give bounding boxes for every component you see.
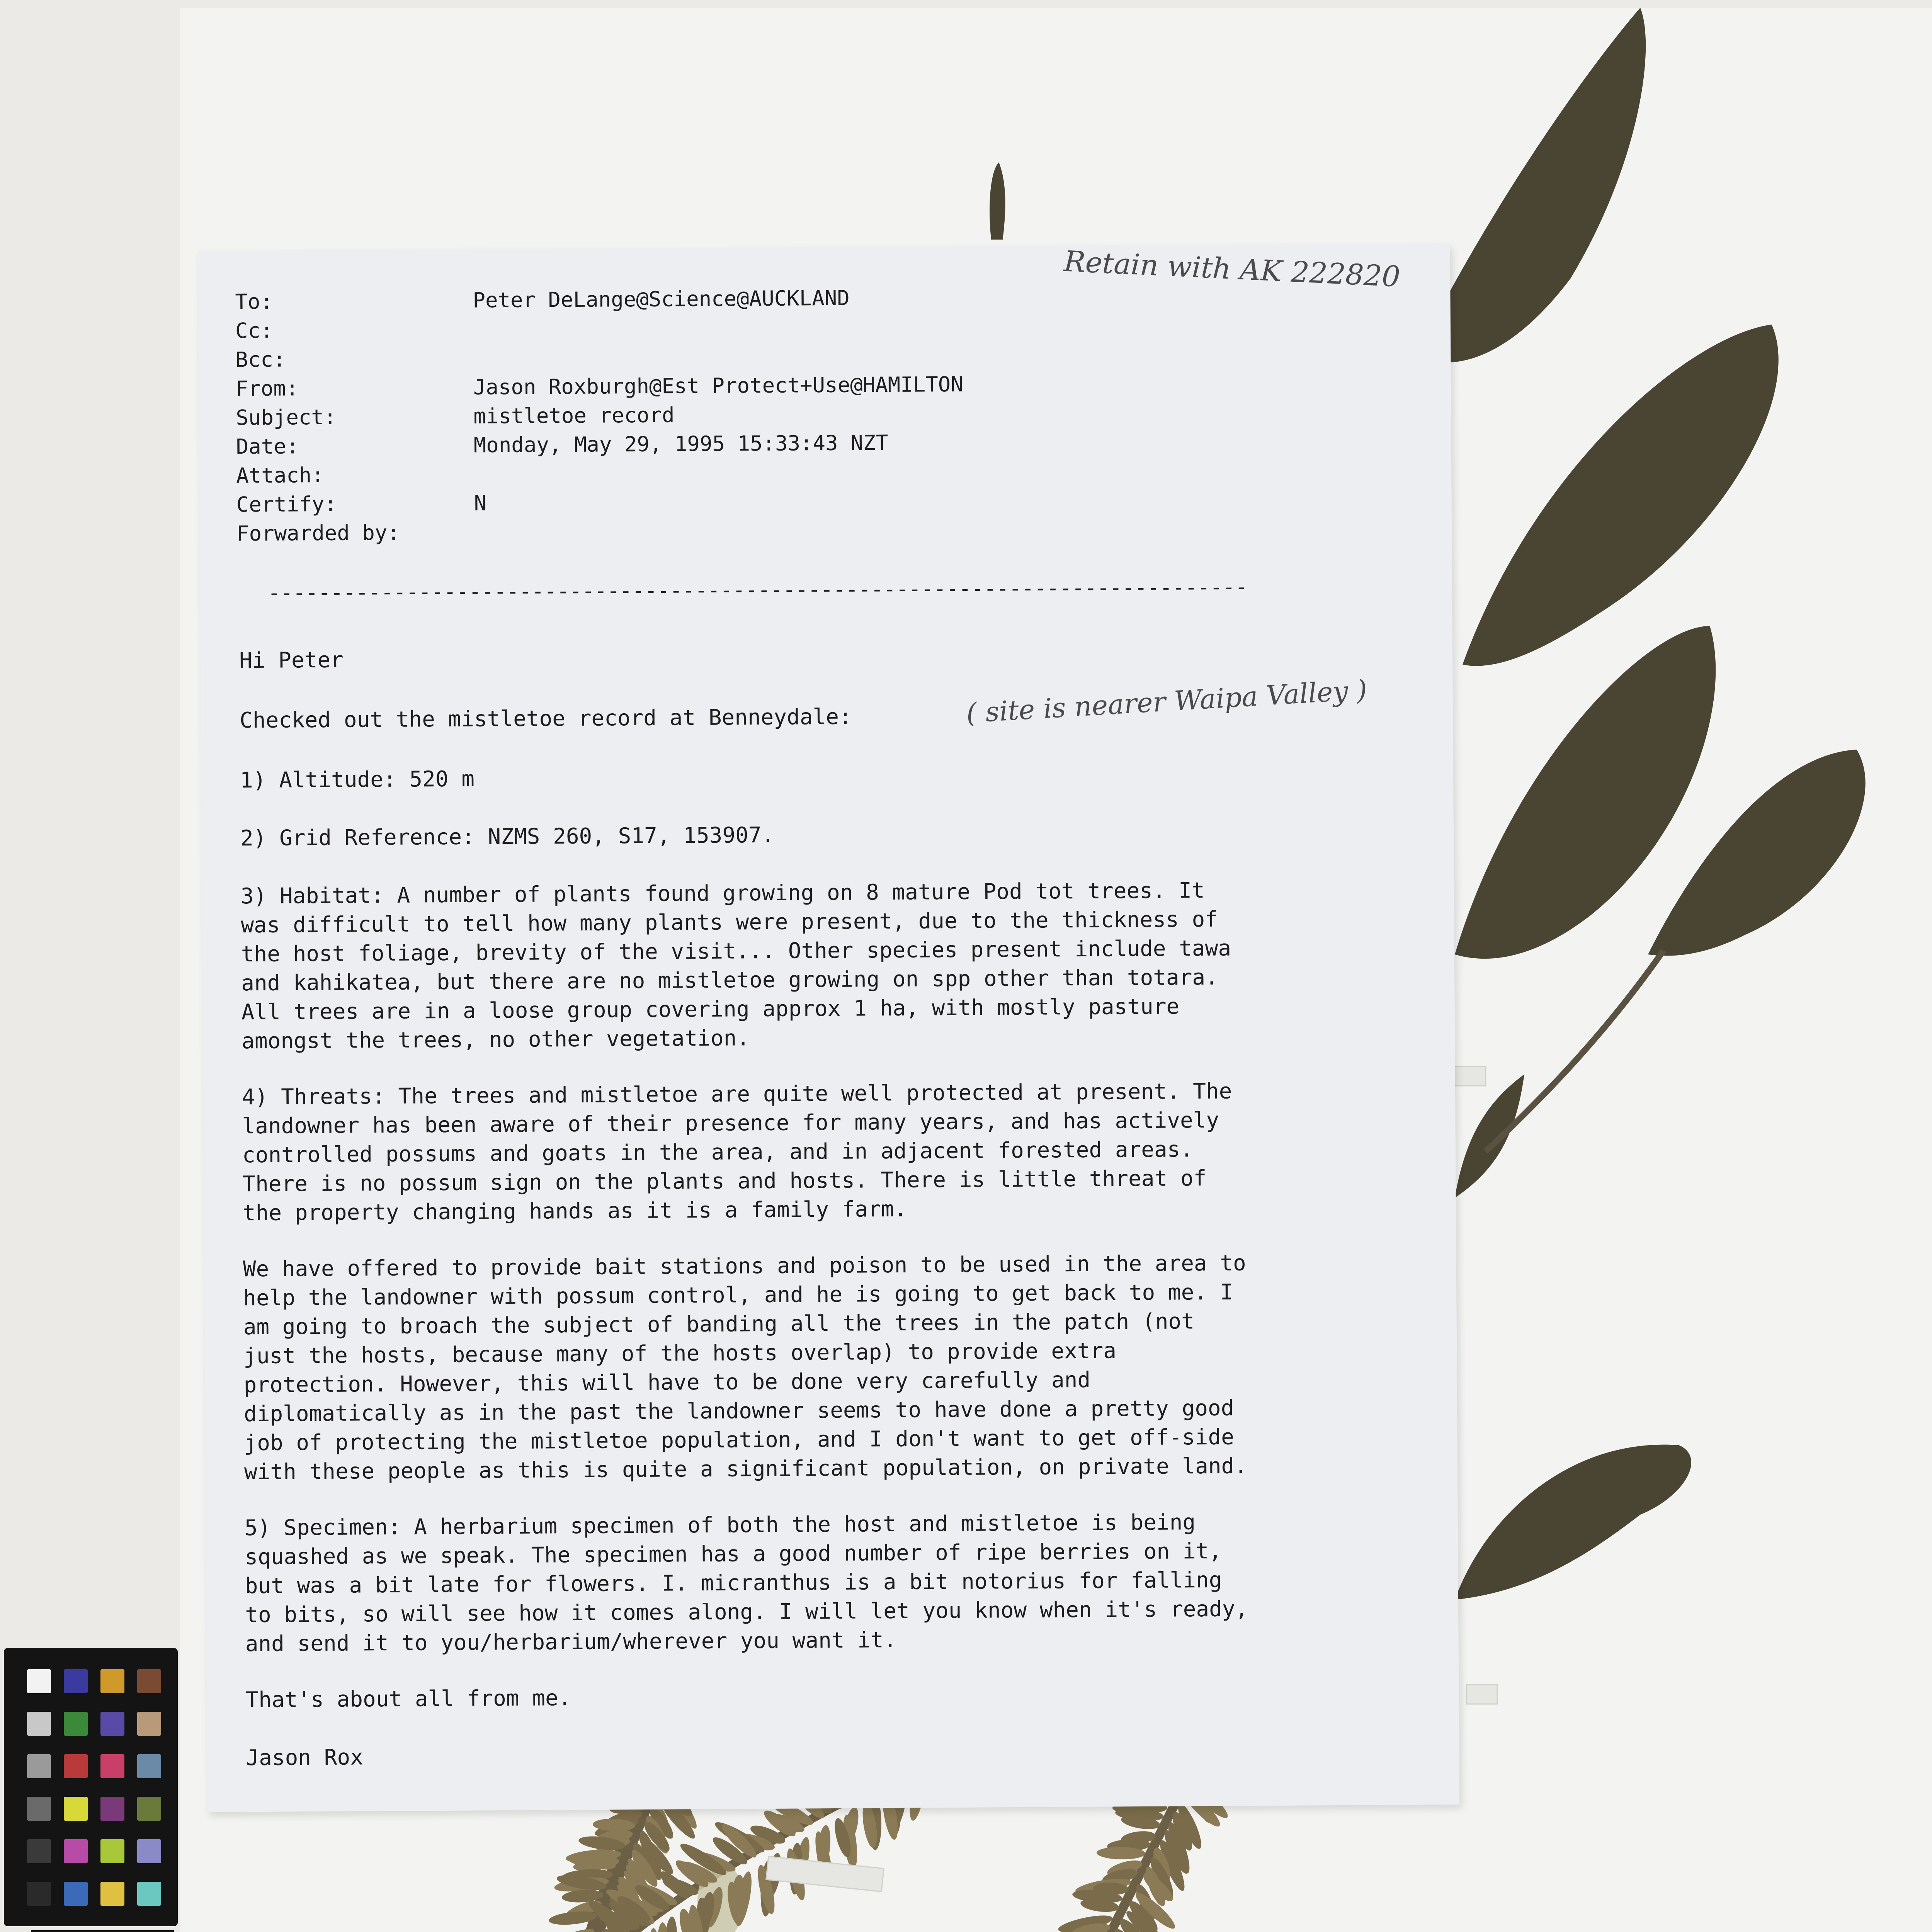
email-body-line: with these people as this is quite a significant population, on private land. bbox=[244, 1453, 1248, 1485]
email-body-line: There is no possum sign on the plants and hosts. There is little threat of bbox=[242, 1166, 1207, 1197]
email-body-line: squashed as we speak. The specimen has a good number of ripe berries on it, bbox=[245, 1538, 1222, 1570]
color-swatch bbox=[137, 1839, 161, 1863]
scale-ruler bbox=[31, 1930, 174, 1932]
color-swatch bbox=[137, 1882, 161, 1906]
email-header-label: Bcc: bbox=[235, 347, 286, 372]
email-header-label: Certify: bbox=[236, 492, 337, 517]
email-body-line: amongst the trees, no other vegetation. bbox=[241, 1026, 750, 1054]
email-header-value: Peter DeLange@Science@AUCKLAND bbox=[473, 286, 850, 313]
email-body-line: 3) Habitat: A number of plants found growing on 8 mature Pod tot trees. It bbox=[240, 878, 1205, 909]
color-swatch bbox=[27, 1754, 51, 1778]
email-body-line: 5) Specimen: A herbarium specimen of both the host and mistletoe is being bbox=[244, 1510, 1196, 1541]
color-swatch bbox=[64, 1754, 88, 1778]
color-swatch bbox=[137, 1797, 161, 1821]
email-body-line: diplomatically as in the past the landowner seems to have done a pretty good bbox=[243, 1395, 1234, 1427]
email-header-label: Attach: bbox=[236, 463, 325, 488]
email-divider: ------------------------------------------------------------------------------ bbox=[267, 575, 1248, 605]
email-header-label: To: bbox=[235, 289, 273, 314]
email-header-label: Subject: bbox=[236, 405, 337, 430]
email-body-line: 1) Altitude: 520 m bbox=[240, 766, 475, 793]
handwritten-site-note: ( site is nearer Waipa Valley ) bbox=[965, 674, 1368, 729]
email-body-line: to bits, so will see how it comes along. I will let you know when it's ready, bbox=[245, 1596, 1248, 1628]
color-swatch bbox=[100, 1669, 124, 1693]
email-body-line: That's about all from me. bbox=[245, 1685, 571, 1713]
attached-email-printout bbox=[198, 243, 1460, 1812]
email-body-line: protection. However, this will have to be done very carefully and bbox=[243, 1367, 1091, 1398]
color-swatch bbox=[137, 1754, 161, 1778]
email-body-line: am going to broach the subject of banding all the trees in the patch (not bbox=[243, 1309, 1195, 1340]
email-header-label: From: bbox=[235, 376, 299, 401]
email-header-label: Forwarded by: bbox=[236, 520, 400, 546]
color-swatch bbox=[64, 1712, 88, 1736]
email-body-line: the host foliage, brevity of the visit... Other species present include tawa bbox=[241, 935, 1231, 967]
color-swatch bbox=[27, 1712, 51, 1736]
color-swatch bbox=[100, 1712, 124, 1736]
email-body-line: was difficult to tell how many plants were present, due to the thickness of bbox=[241, 906, 1218, 938]
email-body-line: job of protecting the mistletoe population, and I don't want to get off-side bbox=[244, 1424, 1235, 1456]
color-swatch bbox=[64, 1669, 88, 1693]
email-header-value: mistletoe record bbox=[473, 403, 675, 429]
color-swatch bbox=[27, 1839, 51, 1863]
ruler-scale-bar bbox=[31, 1930, 174, 1932]
color-swatch bbox=[100, 1839, 124, 1863]
email-body-line: We have offered to provide bait stations and poison to be used in the area to bbox=[243, 1250, 1246, 1282]
email-body-line: Jason Rox bbox=[246, 1745, 364, 1771]
email-header-label: Date: bbox=[236, 434, 299, 459]
email-body-line: Hi Peter bbox=[239, 647, 344, 673]
color-swatch bbox=[64, 1839, 88, 1863]
email-body-line: help the landowner with possum control, and he is going to get back to me. I bbox=[243, 1279, 1233, 1311]
color-swatch bbox=[64, 1882, 88, 1906]
email-header-value: N bbox=[474, 491, 487, 515]
email-header-value: Jason Roxburgh@Est Protect+Use@HAMILTON bbox=[473, 372, 963, 400]
color-swatch bbox=[137, 1712, 161, 1736]
email-body-line: 2) Grid Reference: NZMS 260, S17, 153907. bbox=[240, 822, 775, 851]
color-swatch bbox=[100, 1754, 124, 1778]
color-swatch bbox=[64, 1797, 88, 1821]
email-header-label: Cc: bbox=[235, 318, 273, 343]
color-swatch bbox=[100, 1882, 124, 1906]
email-header-value: Monday, May 29, 1995 15:33:43 NZT bbox=[473, 430, 888, 457]
color-swatch bbox=[27, 1669, 51, 1693]
email-body-line: and kahikatea, but there are no mistletoe growing on spp other than totara. bbox=[241, 964, 1219, 996]
color-calibration-card bbox=[4, 1648, 178, 1926]
email-body-line: landowner has been aware of their presence for many years, and has actively bbox=[242, 1107, 1219, 1139]
email-body-line: just the hosts, because many of the hosts overlap) to provide extra bbox=[243, 1338, 1117, 1369]
color-swatch bbox=[27, 1797, 51, 1821]
email-body-line: and send it to you/herbarium/wherever you want it. bbox=[245, 1627, 897, 1657]
email-body-line: controlled possums and goats in the area, and in adjacent forested areas. bbox=[242, 1137, 1194, 1168]
color-swatch bbox=[27, 1882, 51, 1906]
email-body-line: 4) Threats: The trees and mistletoe are quite well protected at present. The bbox=[242, 1078, 1232, 1110]
email-body-line: Checked out the mistletoe record at Benneydale: bbox=[239, 704, 852, 733]
email-body-line: the property changing hands as it is a family farm. bbox=[242, 1196, 907, 1226]
handwritten-retain-note: Retain with AK 222820 bbox=[1063, 245, 1401, 294]
color-swatch bbox=[100, 1797, 124, 1821]
email-body-line: but was a bit late for flowers. I. micranthus is a bit notorius for falling bbox=[245, 1567, 1222, 1599]
email-body-line: All trees are in a loose group covering approx 1 ha, with mostly pasture bbox=[241, 994, 1180, 1025]
color-swatch bbox=[137, 1669, 161, 1693]
